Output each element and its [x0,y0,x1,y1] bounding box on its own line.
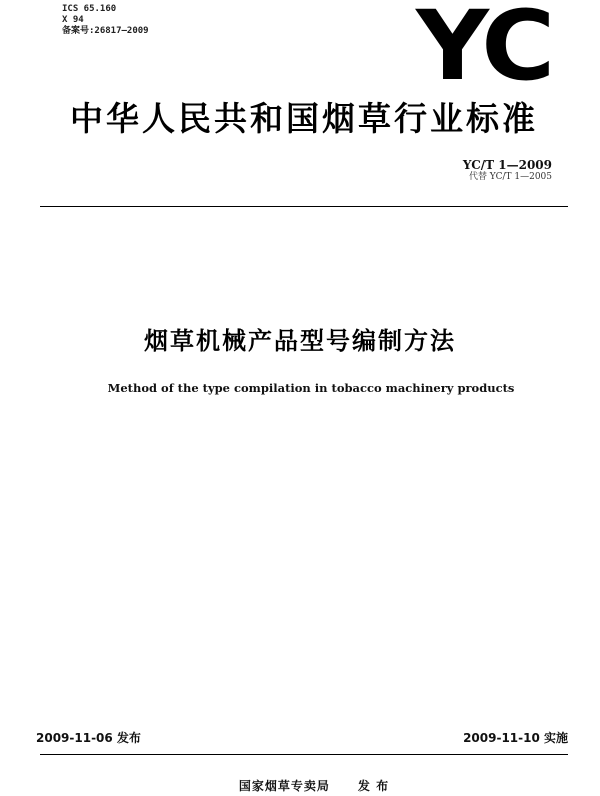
document-title-cn: 烟草机械产品型号编制方法 [144,327,456,355]
implement-date: 2009-11-10 实施 [463,731,568,745]
document-title-en: Method of the type compilation in tobacco machinery products [107,381,515,395]
standard-category-title: 中华人民共和国烟草行业标准 [70,99,538,138]
header-divider [40,206,568,207]
issuer-name: 国家烟草专卖局 [238,779,330,793]
issuer-action: 发 布 [357,779,390,793]
yc-logo: YC [416,0,551,102]
standard-code-block [463,158,552,183]
record-number: 备案号:26817—2009 [62,26,149,36]
issuer-line [0,778,600,794]
ics-code: ICS 65.160 [62,4,117,14]
classification-block [62,4,149,37]
standard-code: YC/T 1—2009 [462,158,552,172]
replaces-code: 代替 YC/T 1—2005 [468,172,552,182]
footer-divider [40,754,568,755]
publish-date: 2009-11-06 发布 [36,731,141,745]
class-code: X 94 [62,15,84,25]
